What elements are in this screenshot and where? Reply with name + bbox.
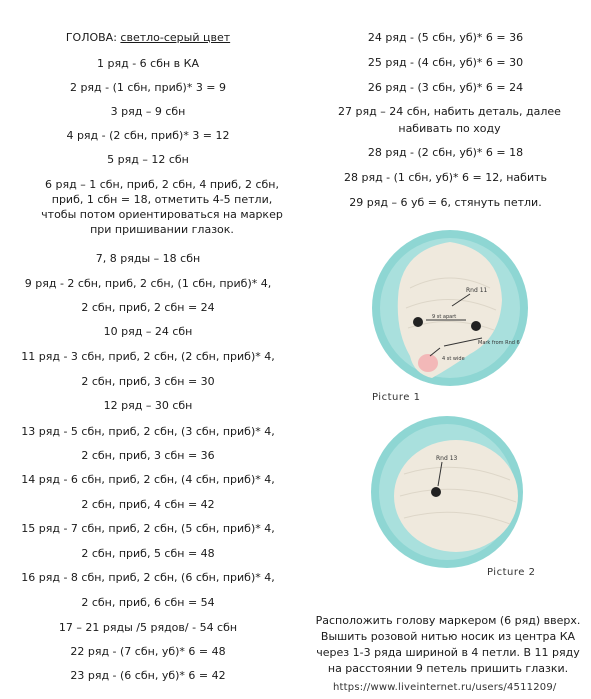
instructions-note: Расположить голову маркером (6 ряд) вверх. Вышить розовой нитью носик из центра КА через 1-3 ряда шириной в 4 петли. В 11 ряду на расстоянии 9 петель пришить глазки. xyxy=(315,614,581,675)
row-line: 9 ряд - 2 сбн, приб, 2 сбн, (1 сбн, приб)* 4, xyxy=(24,277,272,290)
picture-2-photo xyxy=(370,414,525,569)
row-line: 2 сбн, приб, 5 сбн = 48 xyxy=(81,547,215,560)
row-line: 11 ряд - 3 сбн, приб, 2 сбн, (2 сбн, приб)* 4, xyxy=(21,350,275,363)
row-line: 2 сбн, приб, 4 сбн = 42 xyxy=(81,498,215,511)
row-line: 13 ряд - 5 сбн, приб, 2 сбн, (3 сбн, приб)* 4, xyxy=(21,425,275,438)
picture-2-illustration xyxy=(370,414,525,569)
row-line: 25 ряд - (4 сбн, уб)* 6 = 30 xyxy=(367,56,524,69)
row-line: 2 сбн, приб, 3 сбн = 30 xyxy=(81,375,215,388)
picture-1-photo xyxy=(370,228,530,388)
row-line: 16 ряд - 8 сбн, приб, 2 сбн, (6 сбн, приб)* 4, xyxy=(21,571,275,584)
picture-1-caption: Picture 1 xyxy=(372,392,421,403)
row-line: 2 сбн, приб, 3 сбн = 36 xyxy=(81,449,215,462)
row-line: 28 ряд - (2 сбн, уб)* 6 = 18 xyxy=(367,146,524,159)
row-line: 15 ряд - 7 сбн, приб, 2 сбн, (5 сбн, приб)* 4, xyxy=(21,522,275,535)
label-rnd-13: Rnd 13 xyxy=(436,455,458,462)
right-eye xyxy=(471,321,481,331)
picture-2-caption: Picture 2 xyxy=(487,567,536,578)
nose xyxy=(418,354,438,372)
row-line: 17 – 21 ряды /5 рядов/ - 54 сбн xyxy=(58,621,238,634)
label-apart: 9 st apart xyxy=(432,314,457,320)
label-wide: 4 st wide xyxy=(442,356,465,362)
row-line: 28 ряд - (1 сбн, уб)* 6 = 12, набить xyxy=(343,171,547,184)
title-colour: светло-серый цвет xyxy=(120,31,231,44)
row-line: 26 ряд - (3 сбн, уб)* 6 = 24 xyxy=(367,81,524,94)
row-line: 3 ряд – 9 сбн xyxy=(110,105,186,118)
row-line: 12 ряд – 30 сбн xyxy=(103,399,193,412)
row-line: 10 ряд – 24 сбн xyxy=(103,325,193,338)
row-line: 2 сбн, приб, 6 сбн = 54 xyxy=(81,596,215,609)
label-rnd-11: Rnd 11 xyxy=(466,287,488,294)
row-line: 5 ряд – 12 сбн xyxy=(107,153,189,166)
row-line-multiline: 6 ряд – 1 сбн, приб, 2 сбн, 4 приб, 2 сбн, приб, 1 сбн = 18, отметить 4-5 петли, чтобы потом ориентироваться на маркер при пришивании глазок. xyxy=(41,178,283,236)
row-line: 22 ряд - (7 сбн, уб)* 6 = 48 xyxy=(70,645,226,658)
head-section-title xyxy=(0,30,296,45)
row-line: 1 ряд - 6 сбн в КА xyxy=(97,57,199,70)
row-line: 4 ряд - (2 сбн, приб)* 3 = 12 xyxy=(66,129,230,142)
label-mark: Mark from Rnd 6 xyxy=(478,340,520,346)
row-line: 2 ряд - (1 сбн, приб)* 3 = 9 xyxy=(69,81,227,94)
row-line: 23 ряд - (6 сбн, уб)* 6 = 42 xyxy=(70,669,226,682)
row-line: 14 ряд - 6 сбн, приб, 2 сбн, (4 сбн, приб)* 4, xyxy=(21,473,275,486)
row-line-multiline: 27 ряд – 24 сбн, набить деталь, далее набивать по ходу xyxy=(338,105,561,135)
row-line: 2 сбн, приб, 2 сбн = 24 xyxy=(81,301,215,314)
eye xyxy=(431,487,441,497)
left-eye xyxy=(413,317,423,327)
title-label: ГОЛОВА: xyxy=(65,31,117,44)
picture-1-illustration xyxy=(370,228,530,388)
source-url: https://www.liveinternet.ru/users/4511209/ xyxy=(333,682,557,693)
row-line: 7, 8 ряды – 18 сбн xyxy=(95,252,201,265)
row-line: 24 ряд - (5 сбн, уб)* 6 = 36 xyxy=(367,31,524,44)
row-line: 29 ряд – 6 уб = 6, стянуть петли. xyxy=(349,196,542,209)
